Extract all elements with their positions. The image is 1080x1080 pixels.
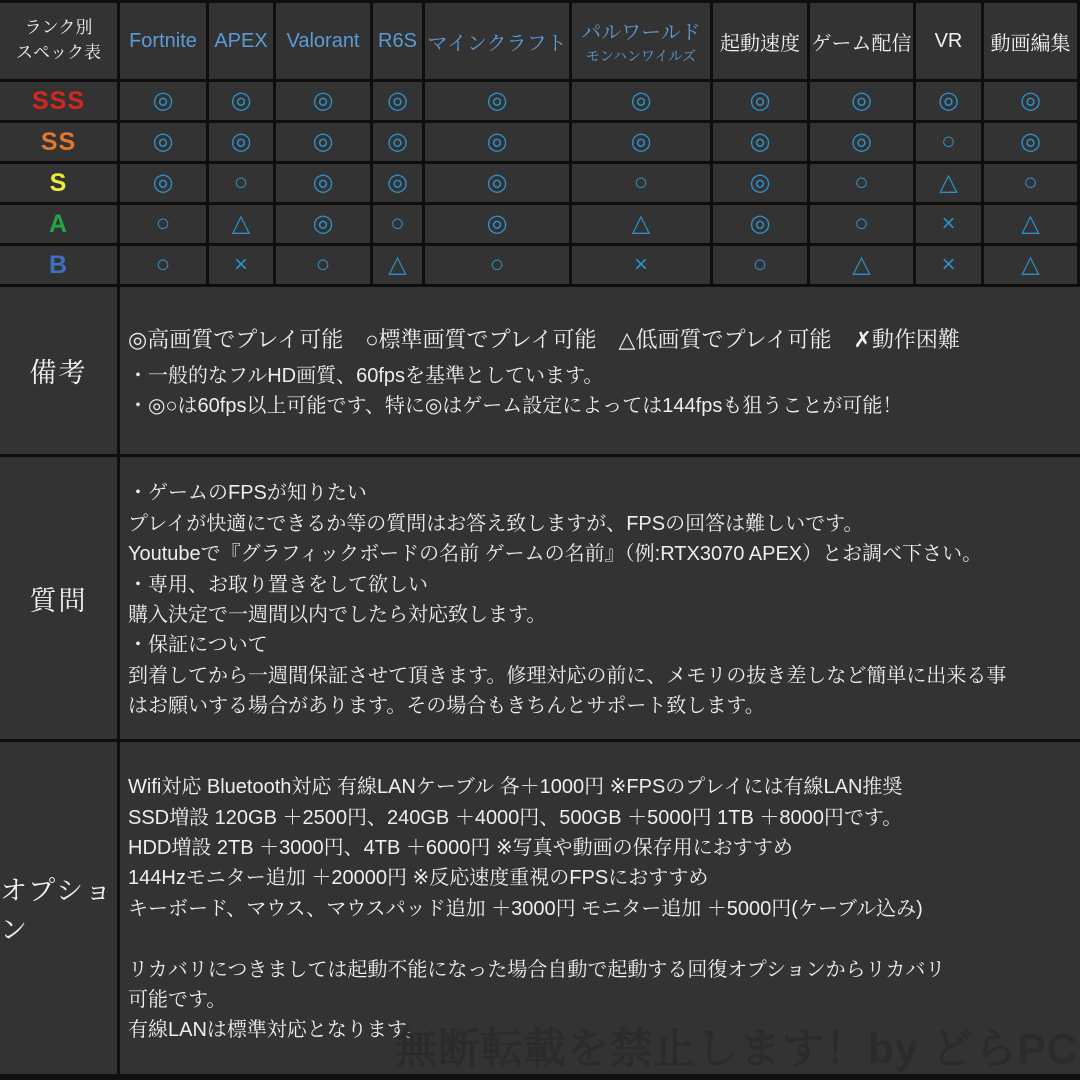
rating-cell: △ — [984, 205, 1080, 246]
rating-cell: ◎ — [425, 164, 572, 205]
rank-label-s: S — [0, 164, 120, 205]
column-header-palworld-monhan — [572, 3, 713, 82]
rating-cell: ○ — [713, 246, 810, 287]
remarks-section-label: 備考 — [0, 287, 120, 454]
option-line: リカバリにつきましては起動不能になった場合自動で起動する回復オプションからリカバリ — [128, 958, 946, 981]
rating-cell: ◎ — [120, 164, 209, 205]
rating-cell: ◎ — [276, 82, 373, 123]
rating-cell: ◎ — [209, 82, 276, 123]
rating-cell: ○ — [425, 246, 572, 287]
rating-cell: △ — [373, 246, 425, 287]
column-header-apex: APEX — [209, 3, 276, 82]
rating-cell: ◎ — [209, 123, 276, 164]
option-line: 有線LANは標準対応となります。 — [128, 1019, 426, 1042]
rating-cell: ◎ — [713, 205, 810, 246]
rating-cell: ◎ — [572, 123, 713, 164]
rating-cell: ○ — [276, 246, 373, 287]
rating-cell: ◎ — [373, 164, 425, 205]
question-line: Youtubeで『グラフィックボードの名前 ゲームの名前』（例:RTX3070 APEX）とお調べ下さい。 — [128, 543, 983, 566]
option-line: 可能です。 — [128, 988, 227, 1011]
rating-cell: × — [209, 246, 276, 287]
question-line: ・ゲームのFPSが知りたい — [128, 482, 367, 505]
rating-cell: ◎ — [373, 123, 425, 164]
rating-cell: ◎ — [276, 164, 373, 205]
rank-label-b: B — [0, 246, 120, 287]
option-line: SSD増設 120GB ＋2500円、240GB ＋4000円、500GB ＋5000円 1TB ＋8000円です。 — [128, 806, 903, 829]
rating-cell: ◎ — [713, 82, 810, 123]
rating-cell: ◎ — [425, 205, 572, 246]
option-line: Wifi対応 Bluetooth対応 有線LANケーブル 各＋1000円 ※FPSのプレイには有線LAN推奨 — [128, 776, 903, 799]
rating-cell: ◎ — [276, 205, 373, 246]
legend-line: ◎高画質でプレイ可能 ○標準画質でプレイ可能 △低画質でプレイ可能 ✗動作困難 — [128, 327, 960, 353]
column-header-boot-speed: 起動速度 — [713, 3, 810, 82]
options-section — [0, 742, 1080, 1080]
rating-cell: ○ — [984, 164, 1080, 205]
rating-cell: △ — [984, 246, 1080, 287]
rating-cell: ◎ — [120, 123, 209, 164]
monhan-sublabel: モンハンワイルズ — [585, 48, 697, 64]
rating-cell: ○ — [572, 164, 713, 205]
questions-section-body — [120, 457, 1080, 739]
rating-cell: ◎ — [276, 123, 373, 164]
rating-cell: × — [916, 246, 984, 287]
remarks-section — [0, 287, 1080, 457]
rating-cell: △ — [916, 164, 984, 205]
remarks-line: ・一般的なフルHD画質、60fpsを基準としています。 — [128, 364, 604, 387]
column-header-fortnite: Fortnite — [120, 3, 209, 82]
rank-label-a: A — [0, 205, 120, 246]
question-line: ・専用、お取り置きをして欲しい — [128, 573, 428, 596]
rating-cell: ◎ — [984, 82, 1080, 123]
options-section-body — [120, 742, 1080, 1074]
rating-cell: ○ — [373, 205, 425, 246]
rating-cell: ◎ — [810, 123, 916, 164]
rating-cell: ◎ — [425, 82, 572, 123]
rating-cell: △ — [810, 246, 916, 287]
rating-cell: ○ — [120, 205, 209, 246]
rating-cell: ◎ — [572, 82, 713, 123]
palworld-label: パルワールド — [581, 22, 701, 44]
column-header-r6s: R6S — [373, 3, 425, 82]
corner-line-2: スペック表 — [16, 43, 101, 62]
rating-cell: ◎ — [810, 82, 916, 123]
questions-section-label: 質問 — [0, 457, 120, 739]
rating-cell: ○ — [120, 246, 209, 287]
remarks-line: ・◎○は60fps以上可能です、特に◎はゲーム設定によっては144fpsも狙うことが可能！ — [128, 395, 903, 418]
remarks-section-body — [120, 287, 1080, 454]
rating-cell: ◎ — [120, 82, 209, 123]
rating-cell: ◎ — [984, 123, 1080, 164]
rating-cell: ○ — [916, 123, 984, 164]
blank-line — [128, 925, 1074, 955]
rating-cell: △ — [209, 205, 276, 246]
rating-cell: ○ — [810, 164, 916, 205]
corner-line-1: ランク別 — [24, 18, 93, 38]
rating-cell: ○ — [209, 164, 276, 205]
rating-cell: ◎ — [425, 123, 572, 164]
rank-label-sss: SSS — [0, 82, 120, 123]
rating-cell: △ — [572, 205, 713, 246]
rating-cell: × — [916, 205, 984, 246]
option-line: キーボード、マウス、マウスパッド追加 ＋3000円 モニター追加 ＋5000円(ケーブル込み) — [128, 897, 923, 920]
column-header-streaming: ゲーム配信 — [810, 3, 916, 82]
question-line: プレイが快適にできるか等の質問はお答え致しますが、FPSの回答は難しいです。 — [128, 512, 864, 535]
rating-cell: ◎ — [713, 123, 810, 164]
watermark-text: 無断転載を禁止します！by どらPC — [394, 1025, 1078, 1072]
rating-cell: ◎ — [713, 164, 810, 205]
column-header-minecraft: マインクラフト — [425, 3, 572, 82]
rating-cell: ◎ — [916, 82, 984, 123]
column-header-valorant: Valorant — [276, 3, 373, 82]
table-corner-label — [0, 3, 120, 82]
option-line: HDD増設 2TB ＋3000円、4TB ＋6000円 ※写真や動画の保存用におすすめ — [128, 837, 793, 860]
question-line: 購入決定で一週間以内でしたら対応致します。 — [128, 604, 547, 626]
column-header-video-editing: 動画編集 — [984, 3, 1080, 82]
rank-spec-table — [0, 3, 1080, 287]
question-line: ・保証について — [128, 634, 268, 657]
question-line: はお願いする場合があります。その場合もきちんとサポート致します。 — [128, 695, 765, 718]
column-header-vr: VR — [916, 3, 984, 82]
rating-cell: × — [572, 246, 713, 287]
option-line: 144Hzモニター追加 ＋20000円 ※反応速度重視のFPSにおすすめ — [128, 867, 709, 890]
question-line: 到着してから一週間保証させて頂きます。修理対応の前に、メモリの抜き差しなど簡単に出来る事 — [128, 664, 1007, 687]
options-section-label: オプション — [0, 742, 120, 1074]
rating-cell: ○ — [810, 205, 916, 246]
rank-label-ss: SS — [0, 123, 120, 164]
questions-section — [0, 457, 1080, 742]
rating-cell: ◎ — [373, 82, 425, 123]
